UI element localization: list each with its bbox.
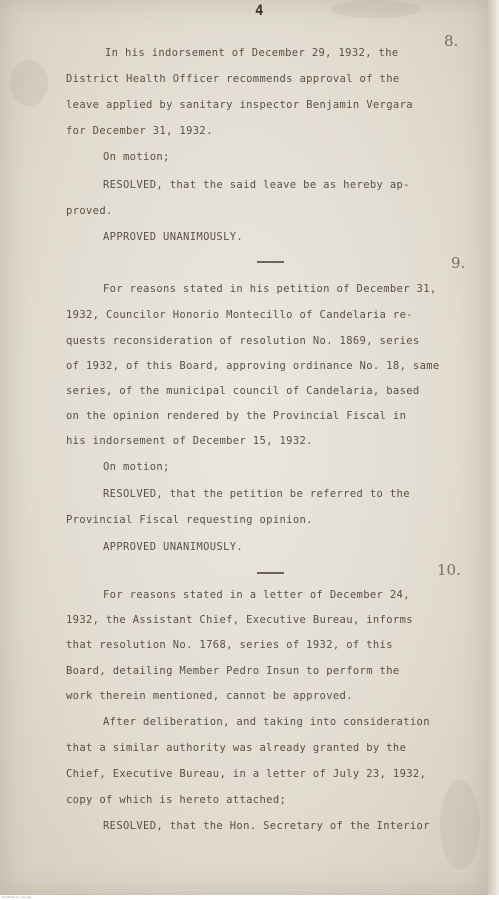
text-line: District Health Officer recommends approval of the <box>66 73 400 85</box>
text-line: On motion; <box>103 461 170 473</box>
text-line: For reasons stated in his petition of December 31, <box>103 283 437 295</box>
item-number-8: 8. <box>444 32 459 50</box>
text-line: his indorsement of December 15, 1932. <box>66 435 313 447</box>
text-line: series, of the municipal council of Candelaria, based <box>66 385 420 397</box>
text-line: In his indorsement of December 29, 1932, the <box>105 47 399 59</box>
text-line: 1932, the Assistant Chief, Executive Bureau, informs <box>66 614 413 626</box>
text-line: work therein mentioned, cannot be approved. <box>66 690 353 702</box>
item-number-9: 9. <box>451 254 466 272</box>
text-line: On motion; <box>103 151 170 163</box>
text-line: quests reconsideration of resolution No. 1869, series <box>66 335 420 347</box>
text-line: Board, detailing Member Pedro Insun to perform the <box>66 665 400 677</box>
text-line: RESOLVED, that the said leave be as hereby ap- <box>103 179 410 191</box>
item-number-10: 10. <box>437 561 461 579</box>
page-edge <box>488 0 499 895</box>
text-line: of 1932, of this Board, approving ordinance No. 18, same <box>66 360 440 372</box>
text-line: proved. <box>66 205 113 217</box>
text-line: APPROVED UNANIMOUSLY. <box>103 541 244 553</box>
paper-stain <box>440 780 480 870</box>
section-separator <box>257 572 284 574</box>
text-line: After deliberation, and taking into consideration <box>103 716 430 728</box>
paper-stain <box>10 60 48 106</box>
text-line: copy of which is hereto attached; <box>66 794 287 806</box>
text-line: for December 31, 1932. <box>66 125 213 137</box>
section-separator <box>257 261 284 263</box>
text-line: leave applied by sanitary inspector Benjamin Vergara <box>66 99 413 111</box>
text-line: RESOLVED, that the Hon. Secretary of the Interior <box>103 820 430 832</box>
text-line: that resolution No. 1768, series of 1932, of this <box>66 639 393 651</box>
text-line: APPROVED UNANIMOUSLY. <box>103 231 244 243</box>
text-line: Provincial Fiscal requesting opinion. <box>66 514 313 526</box>
scan-footer: Digitized by Google <box>0 895 499 900</box>
paper-stain <box>330 0 420 18</box>
text-line: For reasons stated in a letter of December 24, <box>103 589 410 601</box>
text-line: Chief, Executive Bureau, in a letter of July 23, 1932, <box>66 768 427 780</box>
text-line: on the opinion rendered by the Provincial Fiscal in <box>66 410 407 422</box>
text-line: RESOLVED, that the petition be referred to the <box>103 488 410 500</box>
page-number: 4 <box>255 3 264 19</box>
text-line: that a similar authority was already granted by the <box>66 742 407 754</box>
text-line: 1932, Councilor Honorio Montecillo of Candelaria re- <box>66 309 413 321</box>
